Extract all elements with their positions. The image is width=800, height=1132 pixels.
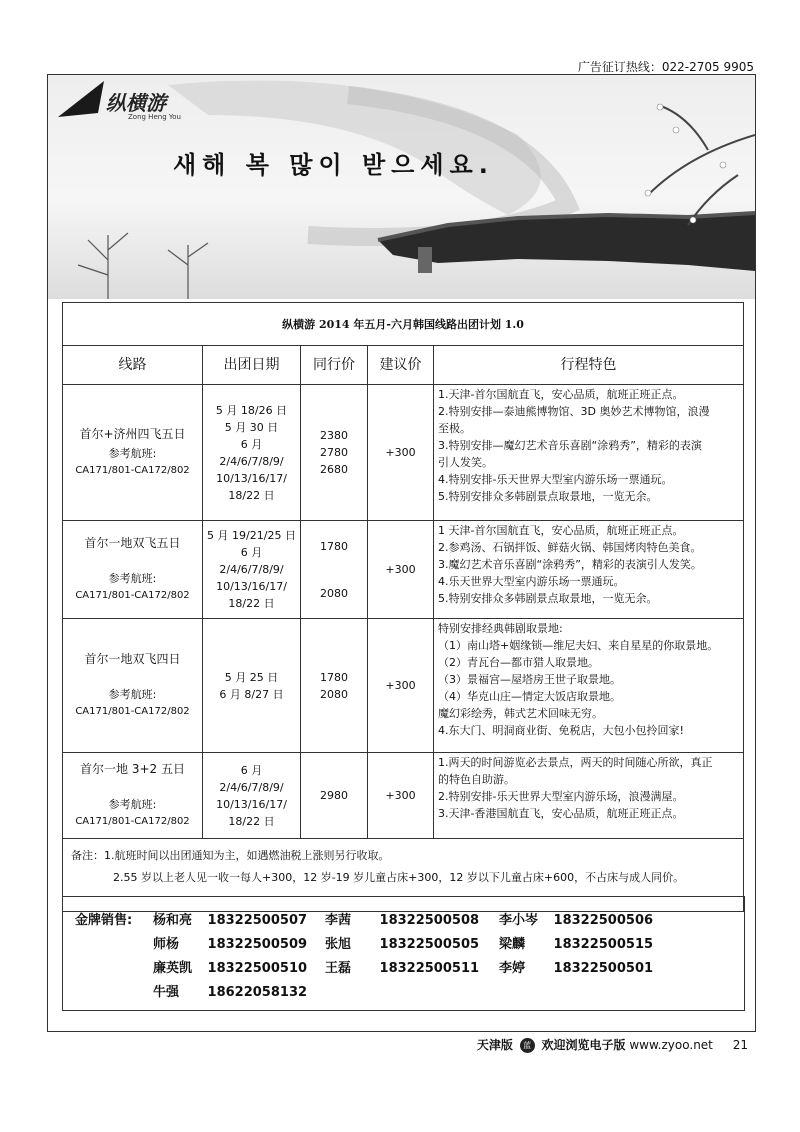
feature-line: 引人发笑。 [438,456,493,469]
flight-number: CA171/801-CA172/802 [75,816,190,827]
features-cell [434,753,744,839]
date-line: 10/13/16/17/ [216,580,287,593]
date-line: 2/4/6/7/8/9/ [219,563,284,576]
date-line: 5 月 30 日 [224,420,279,434]
feature-line: 2.特别安排-乐天世界大型室内游乐场，浪漫满屋。 [438,790,684,803]
features-cell [434,385,744,521]
brand-name: 纵横游 [106,91,166,115]
sales-phone: 18622058132 [207,985,308,1000]
table-row [63,619,744,753]
sales-name: 师杨 [153,937,180,952]
peer-price-cell [301,385,368,521]
brand-romanized: Zong Heng You [128,113,181,121]
sales-phone: 18322500509 [207,937,308,952]
sales-phone: 18322500501 [553,961,654,976]
features-cell [434,521,744,619]
date-cell [203,385,301,521]
feature-line: 4.特别安排-乐天世界大型室内游乐场一票通玩。 [438,473,673,486]
feature-line: 的特色自助游。 [438,773,515,786]
page-footer [477,1036,748,1053]
sales-phone: 18322500507 [207,913,308,928]
sales-person [325,957,479,976]
page-frame [47,74,756,1032]
peer-price: 2080 [320,687,348,701]
date-line: 5 月 18/26 日 [215,403,288,417]
feature-line: 1.天津-首尔国航直飞，安心品质，航班正班正点。 [438,388,684,401]
route-name: 首尔一地 3+2 五日 [80,762,185,776]
suggest-price-cell: +300 [368,619,434,753]
date-line: 10/13/16/17/ [216,471,287,485]
route-cell [63,753,203,839]
logo-mark [58,81,104,117]
feature-line: 2.特别安排—泰迪熊博物馆、3D 奥妙艺术博物馆，浪漫 [438,405,710,418]
sales-name: 杨和亮 [153,913,193,928]
route-cell [63,385,203,521]
suggest-price-cell: +300 [368,521,434,619]
sales-name: 廉英凯 [153,961,193,976]
date-cell [203,521,301,619]
route-cell [63,521,203,619]
flight-label: 参考航班: [108,447,157,460]
flight-label: 参考航班: [108,798,157,811]
peer-price: 2080 [320,586,348,600]
flight-number: CA171/801-CA172/802 [75,706,190,717]
feature-line: （3）景福宫—屋塔房王世子取景地。 [438,673,621,686]
date-cell [203,753,301,839]
feature-line: 3.特别安排—魔幻艺术音乐喜剧“涂鸦秀”，精彩的表演 [438,439,702,452]
sales-person [153,981,307,1000]
banner [48,75,755,299]
date-line: 6 月 [240,437,263,451]
sales-person [499,933,653,952]
peer-price: 2680 [320,463,348,476]
date-line: 2/4/6/7/8/9/ [219,454,284,468]
sales-phone: 18322500508 [379,913,480,928]
feature-line: 3.天津-香港国航直飞，安心品质，航班正班正点。 [438,807,684,820]
feature-line: 特别安排经典韩剧取景地: [438,622,563,635]
sales-name: 张旭 [325,937,352,952]
flight-label: 参考航班: [108,572,157,585]
sales-name: 李小岑 [499,913,539,928]
date-cell [203,619,301,753]
sales-label: 金牌销售: [75,913,133,928]
lantern [418,247,432,273]
peer-price: 2380 [320,429,348,442]
sales-phone: 18322500511 [379,961,480,976]
sales-person [499,909,653,928]
features-cell [434,619,744,753]
footer-text: 欢迎浏览电子版 [541,1038,626,1052]
header-peer-price: 同行价 [301,346,368,385]
date-line: 18/22 日 [228,597,275,610]
sales-name: 王磊 [325,961,352,976]
peer-price-cell: 2980 [301,753,368,839]
ad-hotline: 广告征订热线：022-2705 9905 [577,60,754,74]
sales-person [499,957,653,976]
sales-phone: 18322500506 [553,913,654,928]
sales-name: 梁麟 [499,937,526,952]
date-line: 18/22 日 [228,488,275,502]
date-line: 6 月 [240,546,263,559]
table-row [63,385,744,521]
feature-line: 3.魔幻艺术音乐喜剧“涂鸦秀”，精彩的表演引人发笑。 [438,558,702,571]
sales-person [153,957,307,976]
date-line: 2/4/6/7/8/9/ [219,780,284,794]
feature-line: 5.特别安排众多韩剧景点取景地，一览无余。 [438,592,658,605]
footer-site-link[interactable]: www.zyoo.net [629,1038,713,1052]
feature-line: 1 天津-首尔国航直飞，安心品质，航班正班正点。 [438,524,684,537]
route-name: 首尔+济州四飞五日 [79,427,186,441]
date-line: 5 月 25 日 [224,670,279,684]
date-line: 5 月 19/21/25 日 [207,529,296,542]
date-line: 10/13/16/17/ [216,797,287,811]
sales-name: 李茜 [325,913,352,928]
schedule-title: 纵横游 2014 年五月-六月韩国线路出团计划 1.0 [63,303,744,346]
route-cell [63,619,203,753]
winter-trees [78,233,208,299]
sales-name: 牛强 [153,985,180,1000]
sales-person [153,933,307,952]
sales-phone: 18322500515 [553,937,654,952]
table-row [63,521,744,619]
date-line: 6 月 8/27 日 [219,687,284,701]
feature-line: （2）青瓦台—都市猎人取景地。 [438,656,599,669]
date-line: 6 月 [240,763,263,777]
temple-roof [378,213,755,271]
feature-line: 1.两天的时间游览必去景点，两天的时间随心所欲，真正 [438,756,713,769]
peer-price-cell [301,619,368,753]
feature-line: 5.特别安排众多韩剧景点取景地，一览无余。 [438,490,658,503]
plum-branches [648,105,755,225]
route-name: 首尔一地双飞四日 [84,652,181,666]
peer-price: 1780 [320,670,348,684]
table-row [63,753,744,839]
feature-line: 魔幻彩绘秀，韩式艺术回味无穷。 [438,707,603,720]
header-suggest-price: 建议价 [368,346,434,385]
suggest-price-cell: +300 [368,753,434,839]
feature-line: （4）华克山庄—情定大饭店取景地。 [438,690,621,703]
edition-label: 天津版 [476,1038,513,1052]
peer-price: 1780 [320,539,348,553]
note-line: 备注：1.航班时间以出团通知为主，如遇燃油税上涨则另行收取。 [71,849,390,862]
header-date: 出团日期 [203,346,301,385]
tour-schedule-table [62,302,744,912]
sales-person [325,909,479,928]
sales-phone: 18322500510 [207,961,308,976]
seal-icon: 蓝 [520,1038,535,1053]
date-line: 18/22 日 [228,814,275,828]
header-row [63,346,744,385]
header-route: 线路 [63,346,203,385]
feature-line: 2.参鸡汤、石锅拌饭、鲜菇火锅、韩国烤肉特色美食。 [438,541,702,554]
suggest-price-cell: +300 [368,385,434,521]
header-features: 行程特色 [434,346,744,385]
peer-price-cell [301,521,368,619]
greeting: 새해 복 많이 받으세요. [173,151,494,179]
sales-box [62,896,745,1011]
sales-person [325,933,479,952]
note-line: 2.55 岁以上老人见一收一每人+300，12 岁-19 岁儿童占床+300，12 岁以下儿童占床+600，不占床与成人同价。 [113,871,685,884]
sales-phone: 18322500505 [379,937,480,952]
page-number: 21 [732,1038,748,1052]
feature-line: 4.东大门、明洞商业街、免税店，大包小包拎回家! [438,724,684,737]
feature-line: 4.乐天世界大型室内游乐场一票通玩。 [438,575,625,588]
flight-number: CA171/801-CA172/802 [75,465,190,476]
sales-person [153,909,307,928]
feature-line: （1）南山塔+姻缘锁—维尼夫妇、来自星星的你取景地。 [438,639,719,652]
flight-number: CA171/801-CA172/802 [75,590,190,601]
feature-line: 至极。 [438,422,471,435]
peer-price: 2780 [320,446,348,459]
flight-label: 参考航班: [108,688,157,701]
sales-name: 李婷 [499,961,526,976]
route-name: 首尔一地双飞五日 [84,536,181,550]
